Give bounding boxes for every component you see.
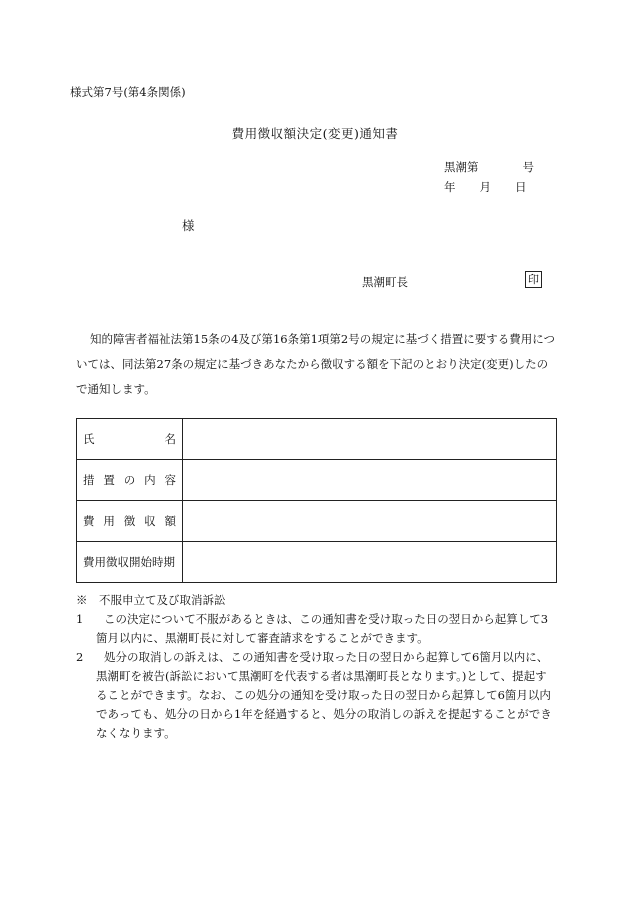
note-item bbox=[76, 610, 558, 648]
label-char: 徴 bbox=[123, 514, 136, 528]
label-char: 収 bbox=[144, 514, 156, 528]
addressee-suffix: 様 bbox=[182, 218, 195, 233]
row-label-start bbox=[77, 542, 183, 583]
date-month: 月 bbox=[479, 180, 491, 194]
label-char: 用 bbox=[103, 514, 115, 528]
label-char: 措 bbox=[83, 473, 95, 487]
seal-mark: 印 bbox=[525, 271, 542, 288]
label-text: 費用徴収開始時期 bbox=[83, 555, 175, 569]
date-year: 年 bbox=[444, 180, 456, 194]
info-table bbox=[76, 418, 557, 583]
label-char: 額 bbox=[164, 514, 176, 528]
label-char: 置 bbox=[103, 473, 115, 487]
row-label-name bbox=[77, 419, 183, 460]
row-value-measure bbox=[183, 460, 557, 501]
label-char: 内 bbox=[144, 473, 156, 487]
label-char: 費 bbox=[83, 514, 95, 528]
row-label-measure bbox=[77, 460, 183, 501]
date-day: 日 bbox=[515, 180, 527, 194]
body-text: 知的障害者福祉法第15条の4及び第16条第1項第2号の規定に基づく措置に要する費用については、同法第27条の規定に基づきあなたから徴収する額を下記のとおり決定(変更)したので通知します。 bbox=[76, 332, 555, 396]
note-text: この決定について不服があるときは、この通知書を受け取った日の翌日から起算して3箇月以内に、黒潮町長に対して審査請求をすることができます。 bbox=[96, 612, 549, 645]
issuer-number-prefix: 黒潮第 bbox=[444, 160, 479, 174]
table-row bbox=[77, 419, 557, 460]
sender-name: 黒潮町長 bbox=[362, 275, 408, 289]
table-row bbox=[77, 460, 557, 501]
note-text: 処分の取消しの訴えは、この通知書を受け取った日の翌日から起算して6箇月以内に、黒潮町を被告(訴訟において黒潮町を代表する者は黒潮町長となります。)として、提起することができます。なお、この処分の通知を受け取った日の翌日から起算して6箇月以内であっても、処分の日から1年を経過すると、処分の取消しの訴えを提起することができなくなります。 bbox=[96, 650, 552, 740]
note-number: 1 bbox=[76, 612, 84, 626]
issuer-number bbox=[444, 159, 534, 175]
issuer-number-suffix: 号 bbox=[522, 160, 534, 174]
notes-heading: ※ 不服申立て及び取消訴訟 bbox=[76, 593, 226, 607]
label-char: 名 bbox=[164, 432, 176, 446]
row-value-start bbox=[183, 542, 557, 583]
label-char: 容 bbox=[164, 473, 176, 487]
note-item bbox=[76, 648, 558, 743]
row-value-name bbox=[183, 419, 557, 460]
row-label-amount bbox=[77, 501, 183, 542]
form-number: 様式第7号(第4条関係) bbox=[70, 85, 186, 99]
row-value-amount bbox=[183, 501, 557, 542]
notes-section bbox=[76, 591, 558, 743]
label-char: の bbox=[123, 473, 136, 487]
table-row bbox=[77, 501, 557, 542]
body-paragraph bbox=[76, 327, 558, 402]
note-number: 2 bbox=[76, 650, 84, 664]
issue-date bbox=[444, 179, 527, 195]
label-char: 氏 bbox=[83, 432, 95, 446]
table-row bbox=[77, 542, 557, 583]
document-title: 費用徴収額決定(変更)通知書 bbox=[231, 126, 399, 141]
